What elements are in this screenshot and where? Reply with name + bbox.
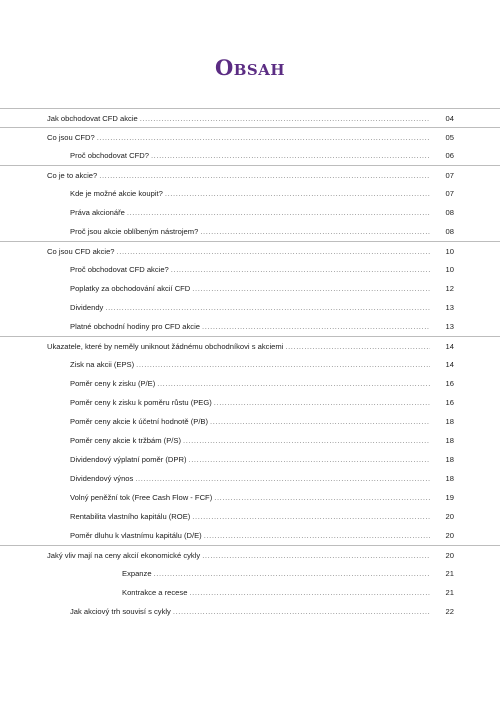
toc-entry-label: Poměr dluhu k vlastnímu kapitálu (D/E)	[70, 531, 202, 540]
toc-entry[interactable]	[0, 165, 500, 185]
toc-entry-label: Co jsou CFD akcie?	[47, 247, 115, 256]
toc-entry-page: 20	[445, 512, 454, 521]
dot-leader	[192, 279, 430, 298]
toc-entry-label: Jak akciový trh souvisí s cykly	[70, 607, 171, 616]
toc-entry[interactable]	[0, 184, 500, 203]
toc-entry-page: 21	[445, 569, 454, 578]
toc-entry-page: 07	[445, 189, 454, 198]
dot-leader	[285, 337, 430, 356]
toc-entry-page: 13	[445, 322, 454, 331]
toc-entry[interactable]	[0, 260, 500, 279]
dot-leader	[192, 507, 430, 526]
dot-leader	[99, 166, 430, 185]
toc-entry[interactable]	[0, 241, 500, 261]
toc-entry-label: Platné obchodní hodiny pro CFD akcie	[70, 322, 201, 331]
toc-entry-label: Zisk na akcii (EPS)	[70, 360, 135, 369]
dot-leader	[188, 450, 430, 469]
toc-entry-label: Kontrakce a recese	[122, 588, 188, 597]
dot-leader	[214, 488, 430, 507]
toc-entry-page: 22	[445, 607, 454, 616]
toc-entry[interactable]	[0, 336, 500, 356]
toc-entry[interactable]	[0, 222, 500, 241]
toc-entry-page: 12	[445, 284, 454, 293]
toc-entry-label: Proč jsou akcie oblíbeným nástrojem?	[70, 227, 199, 236]
toc-entry-page: 13	[445, 303, 454, 312]
toc-entry-label: Dividendy	[70, 303, 104, 312]
toc-entry[interactable]	[0, 203, 500, 222]
toc-entry-label: Ukazatele, které by neměly uniknout žádnému obchodníkovi s akciemi	[47, 342, 284, 351]
toc-entry-label: Proč obchodovat CFD akcie?	[70, 265, 169, 274]
dot-leader	[200, 222, 430, 241]
toc-entry-page: 18	[445, 417, 454, 426]
toc-entry[interactable]	[0, 374, 500, 393]
dot-leader	[173, 602, 430, 621]
toc-entry-page: 16	[445, 398, 454, 407]
dot-leader	[136, 355, 430, 374]
toc-entry[interactable]	[0, 355, 500, 374]
toc-entry[interactable]	[0, 507, 500, 526]
dot-leader	[154, 564, 430, 583]
dot-leader	[202, 317, 430, 336]
toc-entry[interactable]	[0, 317, 500, 336]
toc-entry-page: 21	[445, 588, 454, 597]
toc-entry-page: 20	[445, 531, 454, 540]
toc-entry[interactable]	[0, 450, 500, 469]
dot-leader	[127, 203, 430, 222]
toc-entry-page: 05	[445, 133, 454, 142]
toc-entry-page: 19	[445, 493, 454, 502]
dot-leader	[97, 128, 430, 147]
dot-leader	[202, 546, 430, 565]
toc-entry-label: Poměr ceny k zisku (P/E)	[70, 379, 156, 388]
toc-entry[interactable]	[0, 526, 500, 545]
dot-leader	[204, 526, 430, 545]
toc-entry-page: 16	[445, 379, 454, 388]
toc-entry-label: Expanze	[122, 569, 152, 578]
toc-entry-page: 20	[445, 551, 454, 560]
toc-entry[interactable]	[0, 412, 500, 431]
toc-entry-label: Rentabilita vlastního kapitálu (ROE)	[70, 512, 191, 521]
dot-leader	[189, 583, 430, 602]
toc-entry-page: 18	[445, 436, 454, 445]
dot-leader	[105, 298, 430, 317]
toc-entry-label: Jak obchodovat CFD akcie	[47, 114, 138, 123]
toc-entry[interactable]	[0, 564, 500, 583]
toc-entry-label: Dividendový výnos	[70, 474, 134, 483]
toc-entry-page: 10	[445, 265, 454, 274]
dot-leader	[183, 431, 430, 450]
dot-leader	[165, 184, 430, 203]
toc-entry-label: Jaký vliv mají na ceny akcií ekonomické cykly	[47, 551, 201, 560]
toc-entry-page: 18	[445, 455, 454, 464]
dot-leader	[210, 412, 430, 431]
dot-leader	[117, 242, 430, 261]
toc-entry-label: Co je to akcie?	[47, 171, 98, 180]
toc-entry-page: 07	[445, 171, 454, 180]
toc-entry[interactable]	[0, 127, 500, 147]
toc-entry-label: Poměr ceny k zisku k poměru růstu (PEG)	[70, 398, 212, 407]
dot-leader	[151, 146, 430, 165]
toc-entry[interactable]	[0, 279, 500, 298]
toc-entry-label: Dividendový výplatní poměr (DPR)	[70, 455, 187, 464]
page-title: Obsah	[214, 55, 286, 80]
toc-entry-label: Kde je možné akcie koupit?	[70, 189, 163, 198]
toc-entry[interactable]	[0, 602, 500, 621]
toc-entry[interactable]	[0, 431, 500, 450]
toc-entry-label: Poplatky za obchodování akcií CFD	[70, 284, 191, 293]
toc-entry[interactable]	[0, 488, 500, 507]
toc-entry[interactable]	[0, 108, 500, 128]
toc-entry-page: 04	[445, 114, 454, 123]
toc-entry-label: Poměr ceny akcie k tržbám (P/S)	[70, 436, 181, 445]
toc-entry-page: 08	[445, 208, 454, 217]
toc-entry-label: Co jsou CFD?	[47, 133, 95, 142]
toc-entry-page: 10	[445, 247, 454, 256]
toc-entry-page: 18	[445, 474, 454, 483]
toc-entry-page: 08	[445, 227, 454, 236]
dot-leader	[135, 469, 430, 488]
toc-entry-label: Volný peněžní tok (Free Cash Flow - FCF)	[70, 493, 213, 502]
toc-entry-page: 14	[445, 342, 454, 351]
toc-entry-page: 06	[445, 151, 454, 160]
toc-entry-label: Proč obchodovat CFD?	[70, 151, 149, 160]
dot-leader	[140, 109, 430, 128]
toc-entry[interactable]	[0, 545, 500, 565]
dot-leader	[157, 374, 430, 393]
toc-entry[interactable]	[0, 298, 500, 317]
toc-entry-page: 14	[445, 360, 454, 369]
toc-entry[interactable]	[0, 146, 500, 165]
dot-leader	[171, 260, 430, 279]
toc-entry[interactable]	[0, 393, 500, 412]
toc-entry-label: Práva akcionáře	[70, 208, 125, 217]
toc-entry[interactable]	[0, 469, 500, 488]
toc-entry-label: Poměr ceny akcie k účetní hodnotě (P/B)	[70, 417, 209, 426]
dot-leader	[214, 393, 430, 412]
toc-entry[interactable]	[0, 583, 500, 602]
